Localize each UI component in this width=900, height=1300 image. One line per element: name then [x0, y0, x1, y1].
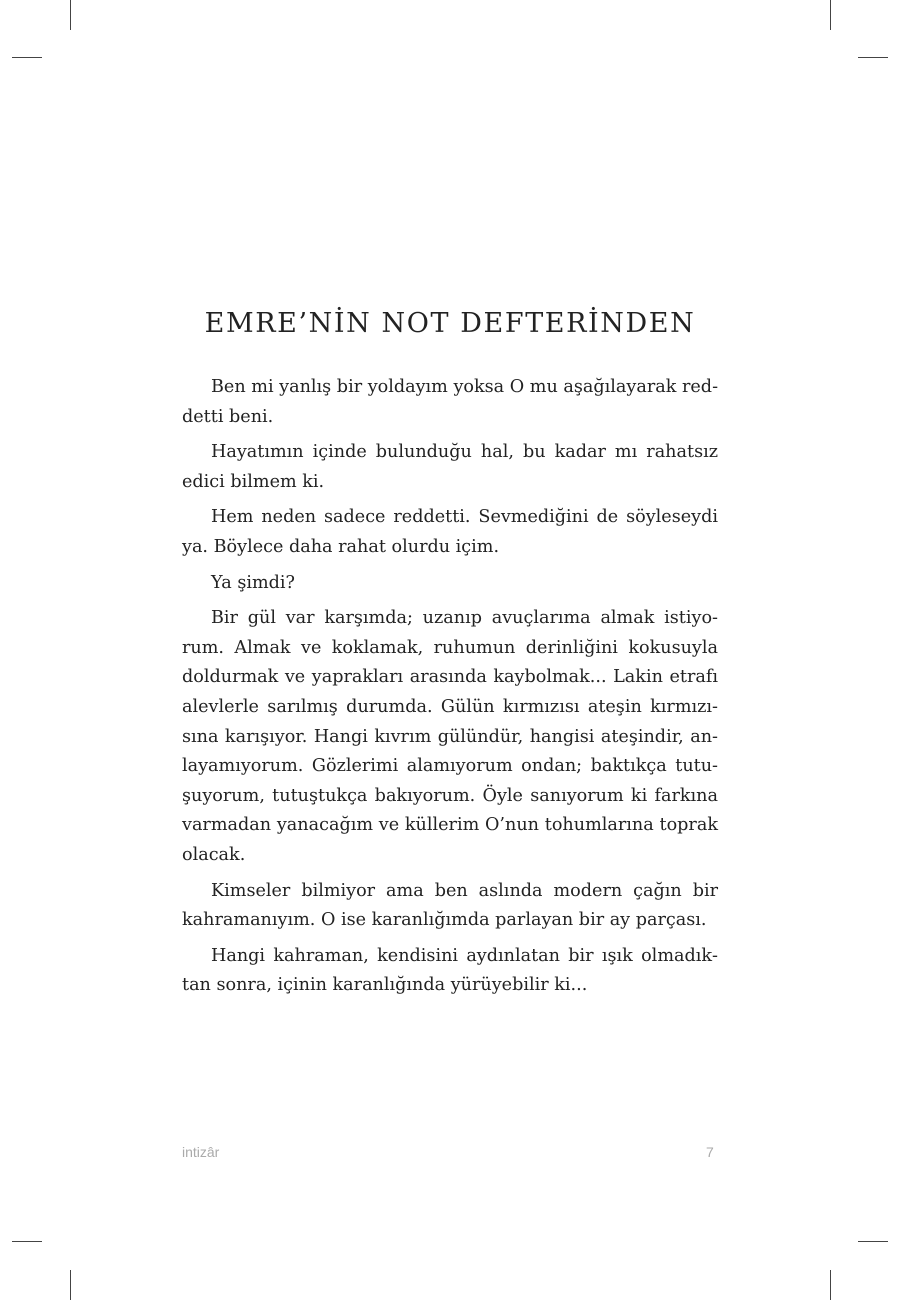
paragraph: Kimseler bilmiyor ama ben aslında modern çağın bir kahramanıyım. O ise karanlığımda parlayan bir ay parçası.: [182, 880, 718, 931]
crop-mark-left-bottom: [12, 1241, 42, 1242]
paragraph: Bir gül var karşımda; uzanıp avuçlarıma almak istiyorum. Almak ve koklamak, ruhumun derinliğini kokusuyla doldurmak ve yaprakları arasında kaybolmak... Lakin etrafı alevlerle sarılmış durumda. Gülün kırmızısı ateşin kırmızısına karışıyor. Hangi kıvrım gülündür, hangisi ateşindir, anlayamıyorum. Gözlerimi alamıyorum ondan; baktıkça tutuşuyorum, tutuştukça bakıyorum. Öyle sanıyorum ki farkına varmadan yanacağım ve küllerim O’nun tohumlarına toprak olacak.: [182, 608, 718, 865]
chapter-title: EMRE’NİN NOT DEFTERİNDEN: [204, 308, 696, 339]
paragraph: Hayatımın içinde bulunduğu hal, bu kadar mı rahatsız edici bilmem ki.: [182, 442, 718, 492]
crop-mark-bottom-left: [70, 1270, 71, 1300]
crop-mark-right-bottom: [858, 1241, 888, 1242]
crop-mark-top-right: [830, 0, 831, 30]
paragraph: Ben mi yanlış bir yoldayım yoksa O mu aşağılayarak reddetti beni.: [182, 377, 719, 427]
paragraph: Ya şimdi?: [211, 572, 295, 593]
paragraph: Hangi kahraman, kendisini aydınlatan bir ışık olmadıktan sonra, içinin karanlığında yürüyebilir ki...: [182, 945, 718, 996]
crop-mark-left-top: [12, 57, 42, 58]
footer-book-title: intizâr: [182, 1144, 220, 1160]
crop-mark-right-top: [858, 57, 888, 58]
paragraph: Hem neden sadece reddetti. Sevmediğini de söyleseydi ya. Böylece daha rahat olurdu içim.: [182, 507, 718, 557]
crop-mark-top-left: [70, 0, 71, 30]
body-text: [182, 373, 718, 1007]
page-number: 7: [706, 1144, 714, 1160]
crop-mark-bottom-right: [830, 1270, 831, 1300]
